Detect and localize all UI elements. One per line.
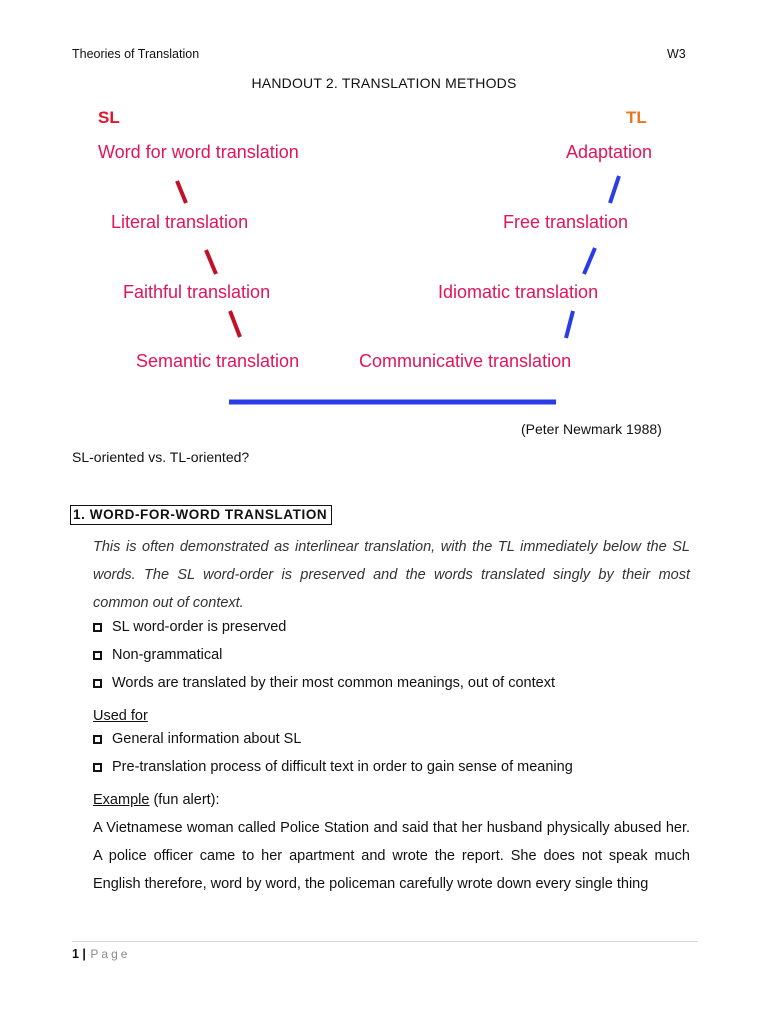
tl-label: TL [626,108,647,127]
example-text: A Vietnamese woman called Police Station and said that her husband physically abused her. A police officer came to her apartment and wrote the report. She does not speak much English therefore, word by word, the policeman carefully wrote down every single thing [93,820,690,892]
page-word: Page [90,947,131,961]
list-item [93,759,573,775]
section-title-word-for-word: 1. WORD-FOR-WORD TRANSLATION [70,505,332,525]
checkbox-icon [93,679,102,688]
method-literal: Literal translation [111,212,249,232]
list-item [93,731,301,747]
list-item [93,647,222,663]
sl-connector-3 [230,311,240,337]
sl-label: SL [98,108,120,127]
diagram-connectors [0,0,768,420]
translation-methods-diagram [0,0,768,420]
page-footer [72,945,130,963]
method-communicative: Communicative translation [359,351,572,371]
list-item [93,675,555,691]
citation: (Peter Newmark 1988) [521,421,662,437]
bullet-text: SL word-order is preserved [112,619,287,635]
tl-connector-1 [610,176,619,203]
method-idiomatic: Idiomatic translation [438,282,599,302]
bullet-text: Words are translated by their most common meanings, out of context [112,675,555,691]
checkbox-icon [93,623,102,632]
running-header-week: W3 [667,47,686,61]
method-adaptation: Adaptation [566,142,653,162]
sl-connector-1 [177,181,186,203]
checkbox-icon [93,651,102,660]
section-intro: This is often demonstrated as interlinear translation, with the TL immediately below the SL words. The SL word-order is preserved and the words translated singly by their most common out of context. [93,539,690,611]
example-note: (fun alert): [149,792,220,808]
page-title: HANDOUT 2. TRANSLATION METHODS [251,75,517,91]
bullet-text: Pre-translation process of difficult text in order to gain sense of meaning [112,759,573,775]
footer-rule [72,941,698,942]
tl-connector-2 [584,248,595,274]
checkbox-icon [93,763,102,772]
bullet-text: Non-grammatical [112,647,223,663]
tl-connector-3 [566,311,573,338]
method-faithful: Faithful translation [123,282,271,302]
sl-connector-2 [206,250,216,274]
method-free: Free translation [503,212,629,232]
running-header-title: Theories of Translation [72,47,200,61]
method-semantic: Semantic translation [136,351,300,371]
checkbox-icon [93,735,102,744]
page-number: 1 | [72,947,86,961]
list-item [93,619,286,635]
used-for-label: Used for [93,708,148,724]
method-word-for-word: Word for word translation [98,142,299,162]
orientation-question: SL-oriented vs. TL-oriented? [72,449,250,465]
bullet-text: General information about SL [112,731,302,747]
example-label: Example [93,792,150,808]
example-heading [93,786,220,814]
